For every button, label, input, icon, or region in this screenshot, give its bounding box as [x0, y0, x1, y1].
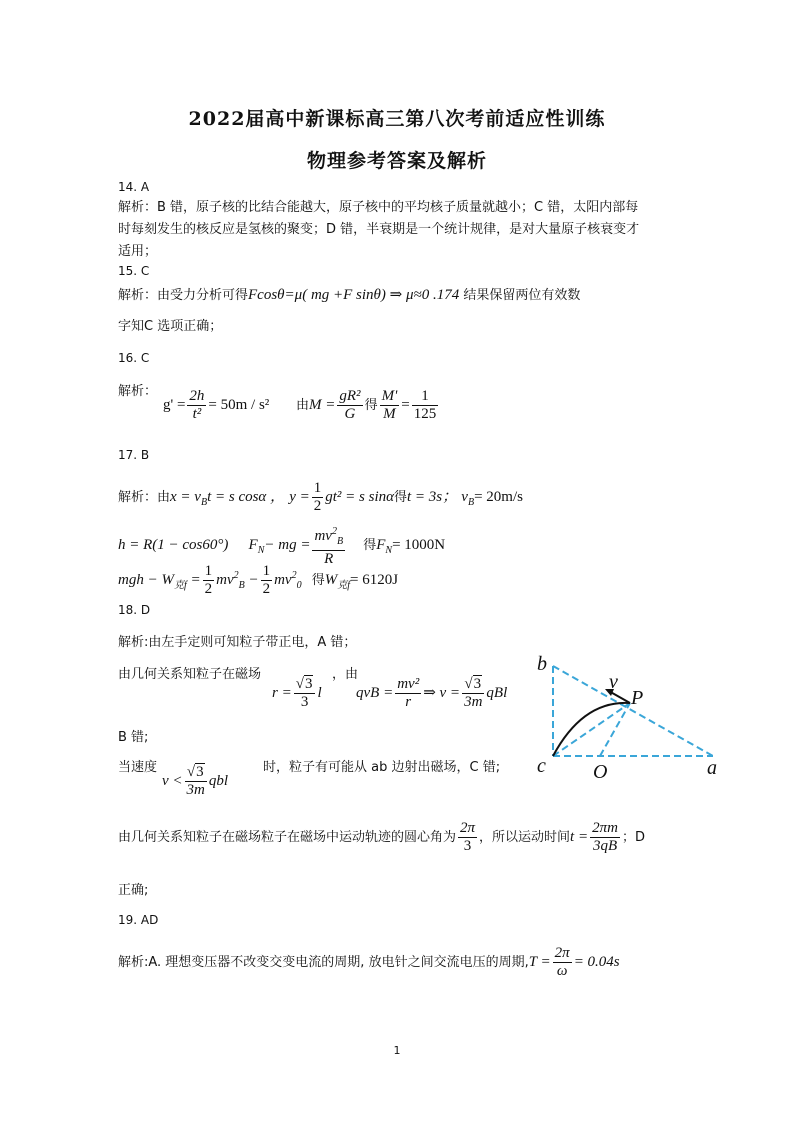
q16-equation-g: g' = $\frac{2h}{\text{t²}}$ = 50m / s²: [163, 388, 270, 422]
q18-line-4-prefix: 当速度: [118, 760, 158, 775]
figure-label-v: v: [609, 671, 618, 693]
q19-line-1: 解析:A. 理想变压器不改变交变电流的周期, 放电针之间交流电压的周期,T = $\frac{2\pi}{\omega}$ = 0.04s: [118, 945, 620, 979]
page-title: 2022届高中新课标高三第八次考前适应性训练: [188, 108, 606, 130]
figure-label-o: O: [593, 761, 608, 783]
figure-segment-op: [600, 703, 630, 756]
figure-label-a: a: [707, 757, 717, 779]
q18-line-4-suffix: 时，粒子有可能从 ab 边射出磁场，C 错;: [263, 760, 501, 775]
q18-geometry-figure: [525, 648, 735, 783]
question-16-label: 16. C: [118, 351, 150, 365]
figure-label-c: c: [537, 755, 546, 777]
q16-prefix: 解析：: [118, 384, 158, 399]
q18-velocity-equation: qvB = $\frac{\text{mv²}}{r}$ ⇒ v = $\frac{√3}{3m}$ qBl: [356, 676, 508, 710]
question-14-analysis-line-3: 适用；: [118, 244, 158, 259]
question-15-analysis-line-2: 字知C 选项正确；: [118, 319, 223, 334]
q15-suffix: 结果保留两位有效数: [463, 288, 581, 303]
q18-speed-condition: v < $\frac{√3}{3m}$ qbl: [162, 764, 229, 798]
question-17-label: 17. B: [118, 448, 150, 462]
question-14-analysis-line-2: 时每刻发生的核反应是氢核的聚变；D 错，半衰期是一个统计规律，是对大量原子核衰变才: [118, 222, 640, 237]
q16-equation-mass: 由M = $\frac{\text{gR²}}{G}$ 得 $\frac{M'}{M}$ = $\frac{1}{125}$: [296, 388, 437, 422]
figure-edge-ba: [553, 666, 713, 756]
q17-line-1: 解析：由$x = v_Bt = s$ cosα ， y = $\frac{1}{2}$ gt² = s sinα得t = 3s； $v_B= 20m/s$: [118, 480, 523, 514]
page-number: 1: [393, 1044, 401, 1057]
question-18-label: 18. D: [118, 603, 151, 617]
question-19-label: 19. AD: [118, 913, 159, 927]
q18-line-1: 解析:由左手定则可知粒子带正电，A 错；: [118, 635, 357, 650]
q15-equation: Fcosθ=μ( mg +F sinθ) ⇒ μ≈0 .174: [248, 287, 460, 303]
figure-label-b: b: [537, 653, 547, 675]
figure-label-p: P: [631, 687, 644, 709]
q18-line-5: 由几何关系知粒子在磁场粒子在磁场中运动轨迹的圆心角为 $\frac{2\pi}{3}$ ，所以运动时间t = $\frac{2\pi m}{3qB}$ ；D: [118, 820, 645, 855]
q18-line-2-mid: ，由: [332, 667, 359, 682]
q18-line-6: 正确;: [118, 883, 149, 898]
question-15-analysis-line-1: [118, 284, 580, 307]
q18-line-3: B 错;: [118, 730, 149, 745]
q17-line-3: mgh − $W_{克f}$ = $\frac{1}{2}$ $mv^2_B$ − $\frac{1}{2}$ $mv^2_0$ 得$W_{克f}= 6120J$: [118, 563, 399, 597]
question-15-label: 15. C: [118, 264, 150, 278]
question-14-analysis-line-1: 解析：B 错，原子核的比结合能越大，原子核中的平均核子质量就越小；C 错，太阳内部每: [118, 200, 639, 215]
question-14-label: 14. A: [118, 180, 150, 194]
q18-line-2-prefix: 由几何关系知粒子在磁场: [118, 667, 262, 682]
q17-line-2: h = R(1 − cos60°) $F_N-$ mg = $\frac{mv^2_B}{R}$ 得$F_N= 1000N$: [118, 523, 445, 568]
page-subtitle: 物理参考答案及解析: [306, 150, 487, 172]
q15-prefix: 解析：由受力分析可得: [118, 288, 249, 303]
q18-radius-equation: r = $\frac{√3}{3}$ l: [272, 676, 322, 710]
